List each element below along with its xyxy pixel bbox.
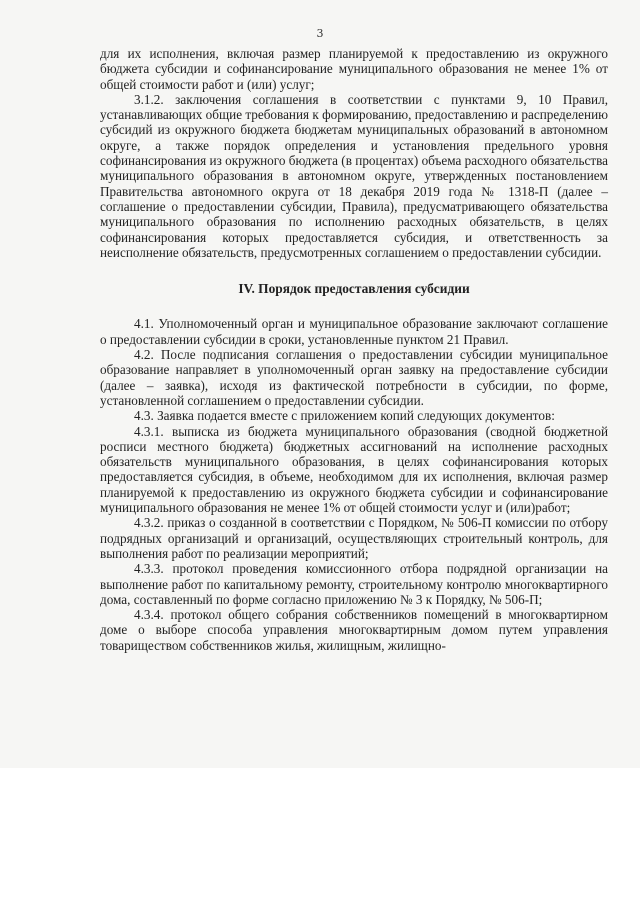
paragraph-4-1: 4.1. Уполномоченный орган и муниципальное образование заключают соглашение о предоставлении субсидии в сроки, установленные пунктом 21 Правил. — [100, 316, 608, 347]
section-heading: IV. Порядок предоставления субсидии — [238, 281, 470, 297]
document-body — [100, 46, 608, 653]
paragraph: для их исполнения, включая размер планируемой к предоставлению из окружного бюджета субсидии и софинансирование муниципального образования не менее 1% от общей стоимости работ и (или) услуг; — [100, 46, 608, 92]
paragraph-4-3-3: 4.3.3. протокол проведения комиссионного отбора подрядной организации на выполнение работ по капитальному ремонту, строительному контролю многоквартирного дома, составленный по форме согласно приложению № 3 к Порядку, № 506-П; — [100, 561, 608, 607]
paragraph-4-2: 4.2. После подписания соглашения о предоставлении субсидии муниципальное образование направляет в уполномоченный орган заявку на предоставление субсидии (далее – заявка), исходя из фактической потребности в субсидии, по форме, установленной соглашением о предоставлении субсидии. — [100, 347, 608, 408]
paragraph-3-1-2: 3.1.2. заключения соглашения в соответствии с пунктами 9, 10 Правил, устанавливающих общие требования к формированию, предоставлению и распределению субсидий из окружного бюджета бюджетам муниципальных образований в автономном округе, а также порядок определения и установления предельного уровня софинансирования из окружного бюджета (в процентах) объема расходного обязательства муниципального образования в автономном округе, утвержденных постановлением Правительства автономного округа от 18 декабря 2019 года № 1318-П (далее – соглашение о предоставлении субсидии, Правила), предусматривающего обязательства муниципального образования по исполнению расходных обязательств, в целях софинансирования которых предоставляется субсидия, и ответственность за неисполнение обязательств, предусмотренных соглашением о предоставлении субсидии. — [100, 91, 608, 260]
page-number: 3 — [316, 27, 324, 40]
paragraph-4-3: 4.3. Заявка подается вместе с приложением копий следующих документов: — [134, 408, 555, 424]
paragraph-4-3-2: 4.3.2. приказ о созданной в соответствии с Порядком, № 506-П комиссии по отбору подрядных организаций и организаций, осуществляющих строительный контроль, для выполнения работ по реализации мероприятий; — [100, 515, 608, 561]
paragraph-4-3-4: 4.3.4. протокол общего собрания собственников помещений в многоквартирном доме о выборе способа управления многоквартирным домом путем управления товариществом собственников жилья, жилищным, жилищно- — [100, 607, 608, 653]
paragraph-4-3-1: 4.3.1. выписка из бюджета муниципального образования (сводной бюджетной росписи местного бюджета) бюджетных ассигнований на исполнение расходных обязательств муниципального образования, в целях софинансирования которых предоставляется субсидия, в объеме, необходимом для их исполнения, включая размер планируемой к предоставлению из окружного бюджета субсидии и софинансирование муниципального образования не менее 1% от общей стоимости услуг и (или)работ; — [100, 423, 608, 516]
